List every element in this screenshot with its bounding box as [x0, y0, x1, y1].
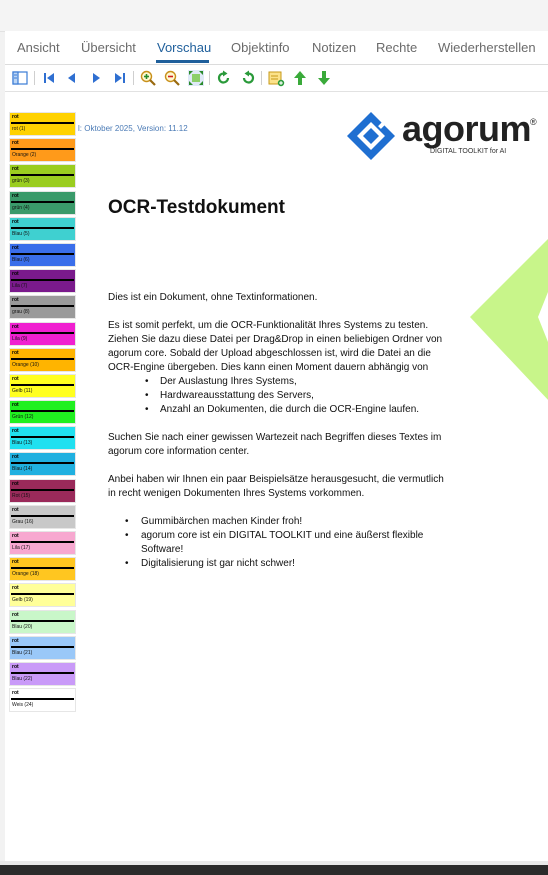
tab-wiederherstellen[interactable]: Wiederherstellen: [438, 40, 536, 55]
swatch-label: Grün (12): [12, 414, 34, 421]
swatch-label: Blau (20): [12, 623, 33, 630]
swatch-label: Blau (6): [12, 256, 30, 263]
swatch-line: [11, 646, 74, 648]
zoom-in-icon[interactable]: [139, 69, 157, 87]
swatch-top-label: rot: [12, 611, 19, 618]
swatch-line: [11, 410, 74, 412]
swatch-label: Blau (14): [12, 466, 33, 473]
list-item: • Anzahl an Dokumenten, die durch die OCR-Engine laufen.: [108, 403, 419, 417]
color-swatch-strip: [9, 112, 76, 714]
list-item: • Der Auslastung Ihres Systems,: [108, 375, 419, 389]
tab-bar: [5, 31, 548, 65]
document-meta-text: l: Oktober 2025, Version: 11.12: [78, 124, 188, 133]
swatch-top-label: rot: [12, 244, 19, 251]
swatch-label: rot (1): [12, 126, 26, 132]
swatch-top-label: rot: [12, 218, 19, 225]
color-swatch: [9, 138, 76, 162]
swatch-top-label: rot: [12, 585, 19, 592]
agorum-logo-word: agorum: [402, 108, 532, 149]
color-swatch: [9, 426, 76, 450]
move-up-icon[interactable]: [291, 69, 309, 87]
swatch-label: grün (4): [12, 204, 30, 211]
document-page: [5, 92, 548, 861]
swatch-top-label: rot: [12, 297, 19, 304]
zoom-out-icon[interactable]: [163, 69, 181, 87]
swatch-line: [11, 174, 74, 176]
color-swatch: [9, 479, 76, 503]
swatch-line: [11, 462, 74, 464]
color-swatch: [9, 505, 76, 529]
color-swatch: [9, 557, 76, 581]
swatch-label: Rot (15): [12, 492, 31, 499]
swatch-label: Gelb (19): [12, 597, 33, 604]
list-item: • agorum core ist ein DIGITAL TOOLKIT und eine äußerst flexible Software!: [108, 529, 443, 557]
swatch-label: Blau (5): [12, 230, 30, 237]
list-item: • Hardwareausstattung des Servers,: [108, 389, 419, 403]
swatch-top-label: rot: [12, 375, 19, 382]
document-list: [108, 515, 443, 571]
swatch-top-label: rot: [12, 506, 19, 513]
swatch-line: [11, 332, 74, 334]
color-swatch: [9, 191, 76, 215]
swatch-line: [11, 279, 74, 281]
color-swatch: [9, 243, 76, 267]
add-note-icon[interactable]: [267, 69, 285, 87]
swatch-top-label: rot: [12, 454, 19, 461]
toolbar-separator: [261, 71, 262, 85]
swatch-label: Orange (2): [12, 152, 37, 159]
document-title: OCR-Testdokument: [108, 197, 285, 218]
document-list: [108, 375, 419, 417]
tab-uebersicht[interactable]: Übersicht: [81, 40, 136, 55]
preview-toolbar: [5, 65, 548, 92]
bottom-bar: [0, 865, 548, 875]
document-paragraph: Suchen Sie nach einer gewissen Wartezeit nach Begriffen dieses Textes im agorum core information center.: [108, 432, 442, 457]
color-swatch: [9, 348, 76, 372]
swatch-line: [11, 305, 74, 307]
previous-page-icon[interactable]: [63, 69, 81, 87]
tab-rechte[interactable]: Rechte: [376, 40, 418, 55]
swatch-line: [11, 436, 74, 438]
swatch-line: [11, 567, 74, 569]
tab-vorschau[interactable]: Vorschau: [157, 40, 212, 55]
swatch-top-label: rot: [12, 559, 19, 566]
swatch-line: [11, 515, 74, 517]
document-paragraph: Es ist somit perfekt, um die OCR-Funktionalität Ihres Systems zu testen. Ziehen Sie dazu diese Datei per Drag&Drop in einen beliebigen Ordner von agorum core. Sobald der Upload abgeschlossen ist, wird die Datei an die OCR-Engine übergeben. Dies kann einen Moment dauern abhängig von: [108, 320, 443, 373]
swatch-line: [11, 698, 74, 700]
first-page-icon[interactable]: [40, 69, 58, 87]
registered-mark: ®: [530, 117, 537, 127]
swatch-top-label: rot: [12, 690, 19, 697]
color-swatch: [9, 400, 76, 424]
swatch-top-label: rot: [12, 533, 19, 539]
swatch-label: Orange (10): [12, 361, 39, 368]
decorative-green-chevron: [470, 227, 548, 407]
agorum-logo-mark: [345, 110, 397, 162]
swatch-label: Lila (17): [12, 545, 31, 551]
color-swatch: [9, 295, 76, 319]
swatch-line: [11, 489, 74, 491]
swatch-label: grün (3): [12, 178, 30, 185]
list-item: • Digitalisierung ist gar nicht schwer!: [108, 557, 443, 571]
list-item: • Gummibärchen machen Kinder froh!: [108, 515, 443, 529]
toolbar-separator: [133, 71, 134, 85]
swatch-top-label: rot: [12, 428, 19, 435]
swatch-top-label: rot: [12, 271, 19, 278]
swatch-label: Weis (24): [12, 702, 34, 709]
swatch-line: [11, 672, 74, 674]
color-swatch: [9, 583, 76, 607]
swatch-line: [11, 201, 74, 203]
swatch-label: Gelb (11): [12, 387, 33, 394]
rotate-left-icon[interactable]: [215, 69, 233, 87]
tab-notizen[interactable]: Notizen: [312, 40, 357, 55]
color-swatch: [9, 662, 76, 686]
document-viewer[interactable]: [5, 92, 548, 861]
active-tab-indicator: [156, 60, 209, 63]
toolbar-separator: [34, 71, 35, 85]
color-swatch: [9, 688, 76, 712]
swatch-line: [11, 593, 74, 595]
swatch-line: [11, 620, 74, 622]
swatch-top-label: rot: [12, 114, 19, 120]
swatch-label: Blau (22): [12, 675, 33, 682]
document-paragraph: Dies ist ein Dokument, ohne Textinformationen.: [108, 292, 318, 303]
tab-ansicht[interactable]: Ansicht: [17, 40, 60, 55]
swatch-top-label: rot: [12, 323, 19, 330]
swatch-top-label: rot: [12, 192, 19, 199]
fit-page-icon[interactable]: [187, 69, 205, 87]
swatch-line: [11, 358, 74, 360]
swatch-label: grau (8): [12, 309, 30, 316]
color-swatch: [9, 217, 76, 241]
swatch-label: Lila (7): [12, 283, 28, 290]
swatch-line: [11, 384, 74, 386]
color-swatch: [9, 269, 76, 293]
swatch-label: Blau (13): [12, 440, 33, 447]
color-swatch: [9, 452, 76, 476]
swatch-label: Grau (16): [12, 518, 34, 525]
move-down-icon[interactable]: [315, 69, 333, 87]
swatch-top-label: rot: [12, 663, 19, 670]
rotate-right-icon[interactable]: [239, 69, 257, 87]
color-swatch: [9, 164, 76, 188]
tab-objektinfo[interactable]: Objektinfo: [231, 40, 290, 55]
swatch-line: [11, 253, 74, 255]
swatch-label: Lila (9): [12, 335, 28, 342]
swatch-line: [11, 541, 74, 543]
swatch-top-label: rot: [12, 637, 19, 644]
last-page-icon[interactable]: [111, 69, 129, 87]
window-top-bar: [0, 0, 548, 32]
swatch-top-label: rot: [12, 140, 19, 147]
sidebar-toggle-icon[interactable]: [11, 69, 29, 87]
swatch-top-label: rot: [12, 402, 19, 409]
color-swatch: [9, 322, 76, 346]
swatch-line: [11, 227, 74, 229]
swatch-label: Orange (18): [12, 571, 39, 578]
swatch-line: [11, 148, 74, 150]
color-swatch: [9, 112, 76, 136]
color-swatch: [9, 531, 76, 555]
swatch-top-label: rot: [12, 166, 19, 173]
swatch-line: [11, 122, 74, 124]
preview-panel: [5, 31, 548, 861]
swatch-top-label: rot: [12, 480, 19, 487]
swatch-top-label: rot: [12, 349, 19, 356]
agorum-logo: [345, 110, 545, 166]
document-paragraph: Anbei haben wir Ihnen ein paar Beispielsätze herausgesucht, die vermutlich in recht wenigen Dokumenten Ihres Systems vorkommen.: [108, 474, 444, 499]
next-page-icon[interactable]: [87, 69, 105, 87]
agorum-logo-tagline: DIGITAL TOOLKIT for AI: [430, 148, 507, 155]
toolbar-separator: [209, 71, 210, 85]
color-swatch: [9, 374, 76, 398]
color-swatch: [9, 636, 76, 660]
swatch-label: Blau (21): [12, 649, 33, 656]
color-swatch: [9, 610, 76, 634]
